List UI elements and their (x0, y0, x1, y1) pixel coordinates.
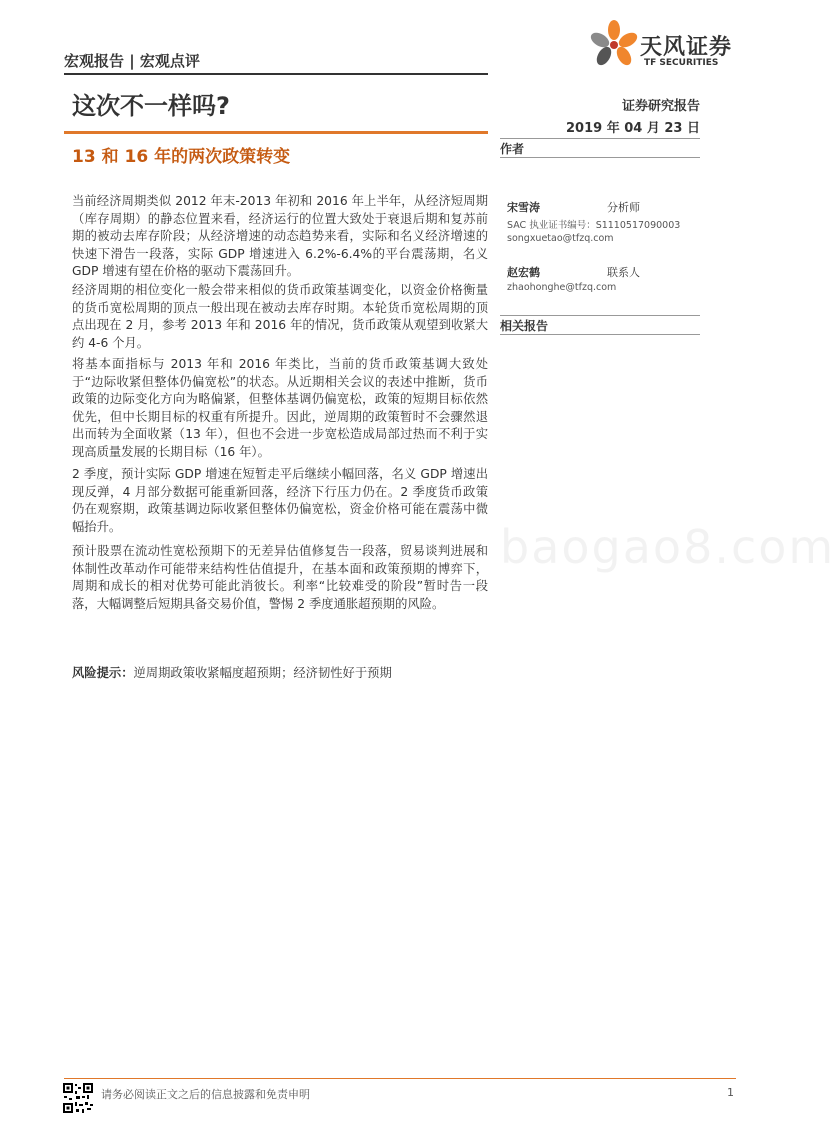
sidebar-divider (500, 138, 700, 139)
body-paragraph: 2 季度，预计实际 GDP 增速在短暂走平后继续小幅回落，名义 GDP 增速出现反弹，4 月部分数据可能重新回落，经济下行压力仍在。2 季度货币政策仍在观察期，政策基调边际收紧但整体仍偏宽松，资金价格可能在震荡中微幅抬升。 (72, 467, 488, 534)
logo-flower-icon (590, 18, 638, 72)
author-role: 联系人 (607, 266, 640, 279)
footer-disclaimer[interactable]: 请务必阅读正文之后的信息披露和免责申明 (101, 1088, 310, 1101)
logo-name-cn: 天风证券 (640, 35, 733, 60)
related-reports-heading: 相关报告 (500, 319, 549, 333)
author-email[interactable]: zhaohonghe@tfzq.com (507, 282, 617, 293)
page-title: 这次不一样吗? (72, 92, 230, 120)
sidebar-divider (500, 157, 700, 158)
risk-label: 风险提示： (72, 666, 134, 680)
risk-notice (72, 663, 392, 681)
page-number: 1 (727, 1086, 734, 1099)
risk-text: 逆周期政策收紧幅度超预期；经济韧性好于预期 (133, 666, 392, 680)
report-type: 证券研究报告 (621, 99, 700, 114)
sidebar-divider (500, 334, 700, 335)
author-sac-number: SAC 执业证书编号：S1110517090003 (507, 220, 681, 231)
authors-heading: 作者 (500, 142, 525, 156)
body-paragraph: 预计股票在流动性宽松预期下的无差异估值修复告一段落，贸易谈判进展和体制性改革动作可能带来结构性估值提升，在基本面和政策预期的博弈下，周期和成长的相对优势可能此消彼长。利率“比较难受的阶段”暂时告一段落，大幅调整后短期具备交易价值，警惕 2 季度通胀超预期的风险。 (72, 544, 488, 611)
report-date: 2019 年 04 月 23 日 (566, 121, 700, 136)
author-name: 赵宏鹤 (507, 266, 540, 279)
body-paragraph: 当前经济周期类似 2012 年末-2013 年初和 2016 年上半年，从经济短周期（库存周期）的静态位置来看，经济运行的位置大致处于衰退后期和复苏前期的被动去库存阶段；从经济增速的动态趋势来看，实际和名义经济增速的快速下滑告一段落，实际 GDP 增速进入 6.2%-6.4%的平台震荡期，名义 GDP 增速有望在价格的驱动下震荡回升。 (72, 194, 488, 279)
author-email[interactable]: songxuetao@tfzq.com (507, 233, 614, 244)
company-logo (590, 18, 740, 72)
header-divider (64, 73, 488, 75)
author-name: 宋雪涛 (507, 201, 540, 214)
subtitle-accent-bar (64, 131, 488, 134)
body-paragraph: 将基本面指标与 2013 年和 2016 年类比，当前的货币政策基调大致处于“边际收紧但整体仍偏宽松”的状态。从近期相关会议的表述中推断，货币政策的边际变化方向为略偏紧，但整体基调仍偏宽松，政策的短期目标依然优先，但中长期目标的权重有所提升。因此，逆周期的政策暂时不会骤然退出而转为全面收紧（13 年），但也不会进一步宽松造成局部过热而不利于实现高质量发展的长期目标（16 年）。 (72, 357, 488, 459)
page-subtitle: 13 和 16 年的两次政策转变 (72, 147, 291, 167)
watermark: baogao8.com (500, 520, 835, 574)
logo-name-en: TF SECURITIES (644, 58, 719, 68)
author-role: 分析师 (607, 201, 640, 214)
qr-code-icon (62, 1082, 94, 1114)
sidebar-divider (500, 315, 700, 316)
report-category: 宏观报告 | 宏观点评 (64, 52, 200, 70)
body-paragraph: 经济周期的相位变化一般会带来相似的货币政策基调变化，以资金价格衡量的货币宽松周期的顶点一般出现在被动去库存时期。本轮货币宽松周期的顶点出现在 2 月，参考 2013 年和 2016 年的情况，货币政策从观望到收紧大约 4-6 个月。 (72, 283, 488, 350)
footer-divider (64, 1078, 736, 1079)
